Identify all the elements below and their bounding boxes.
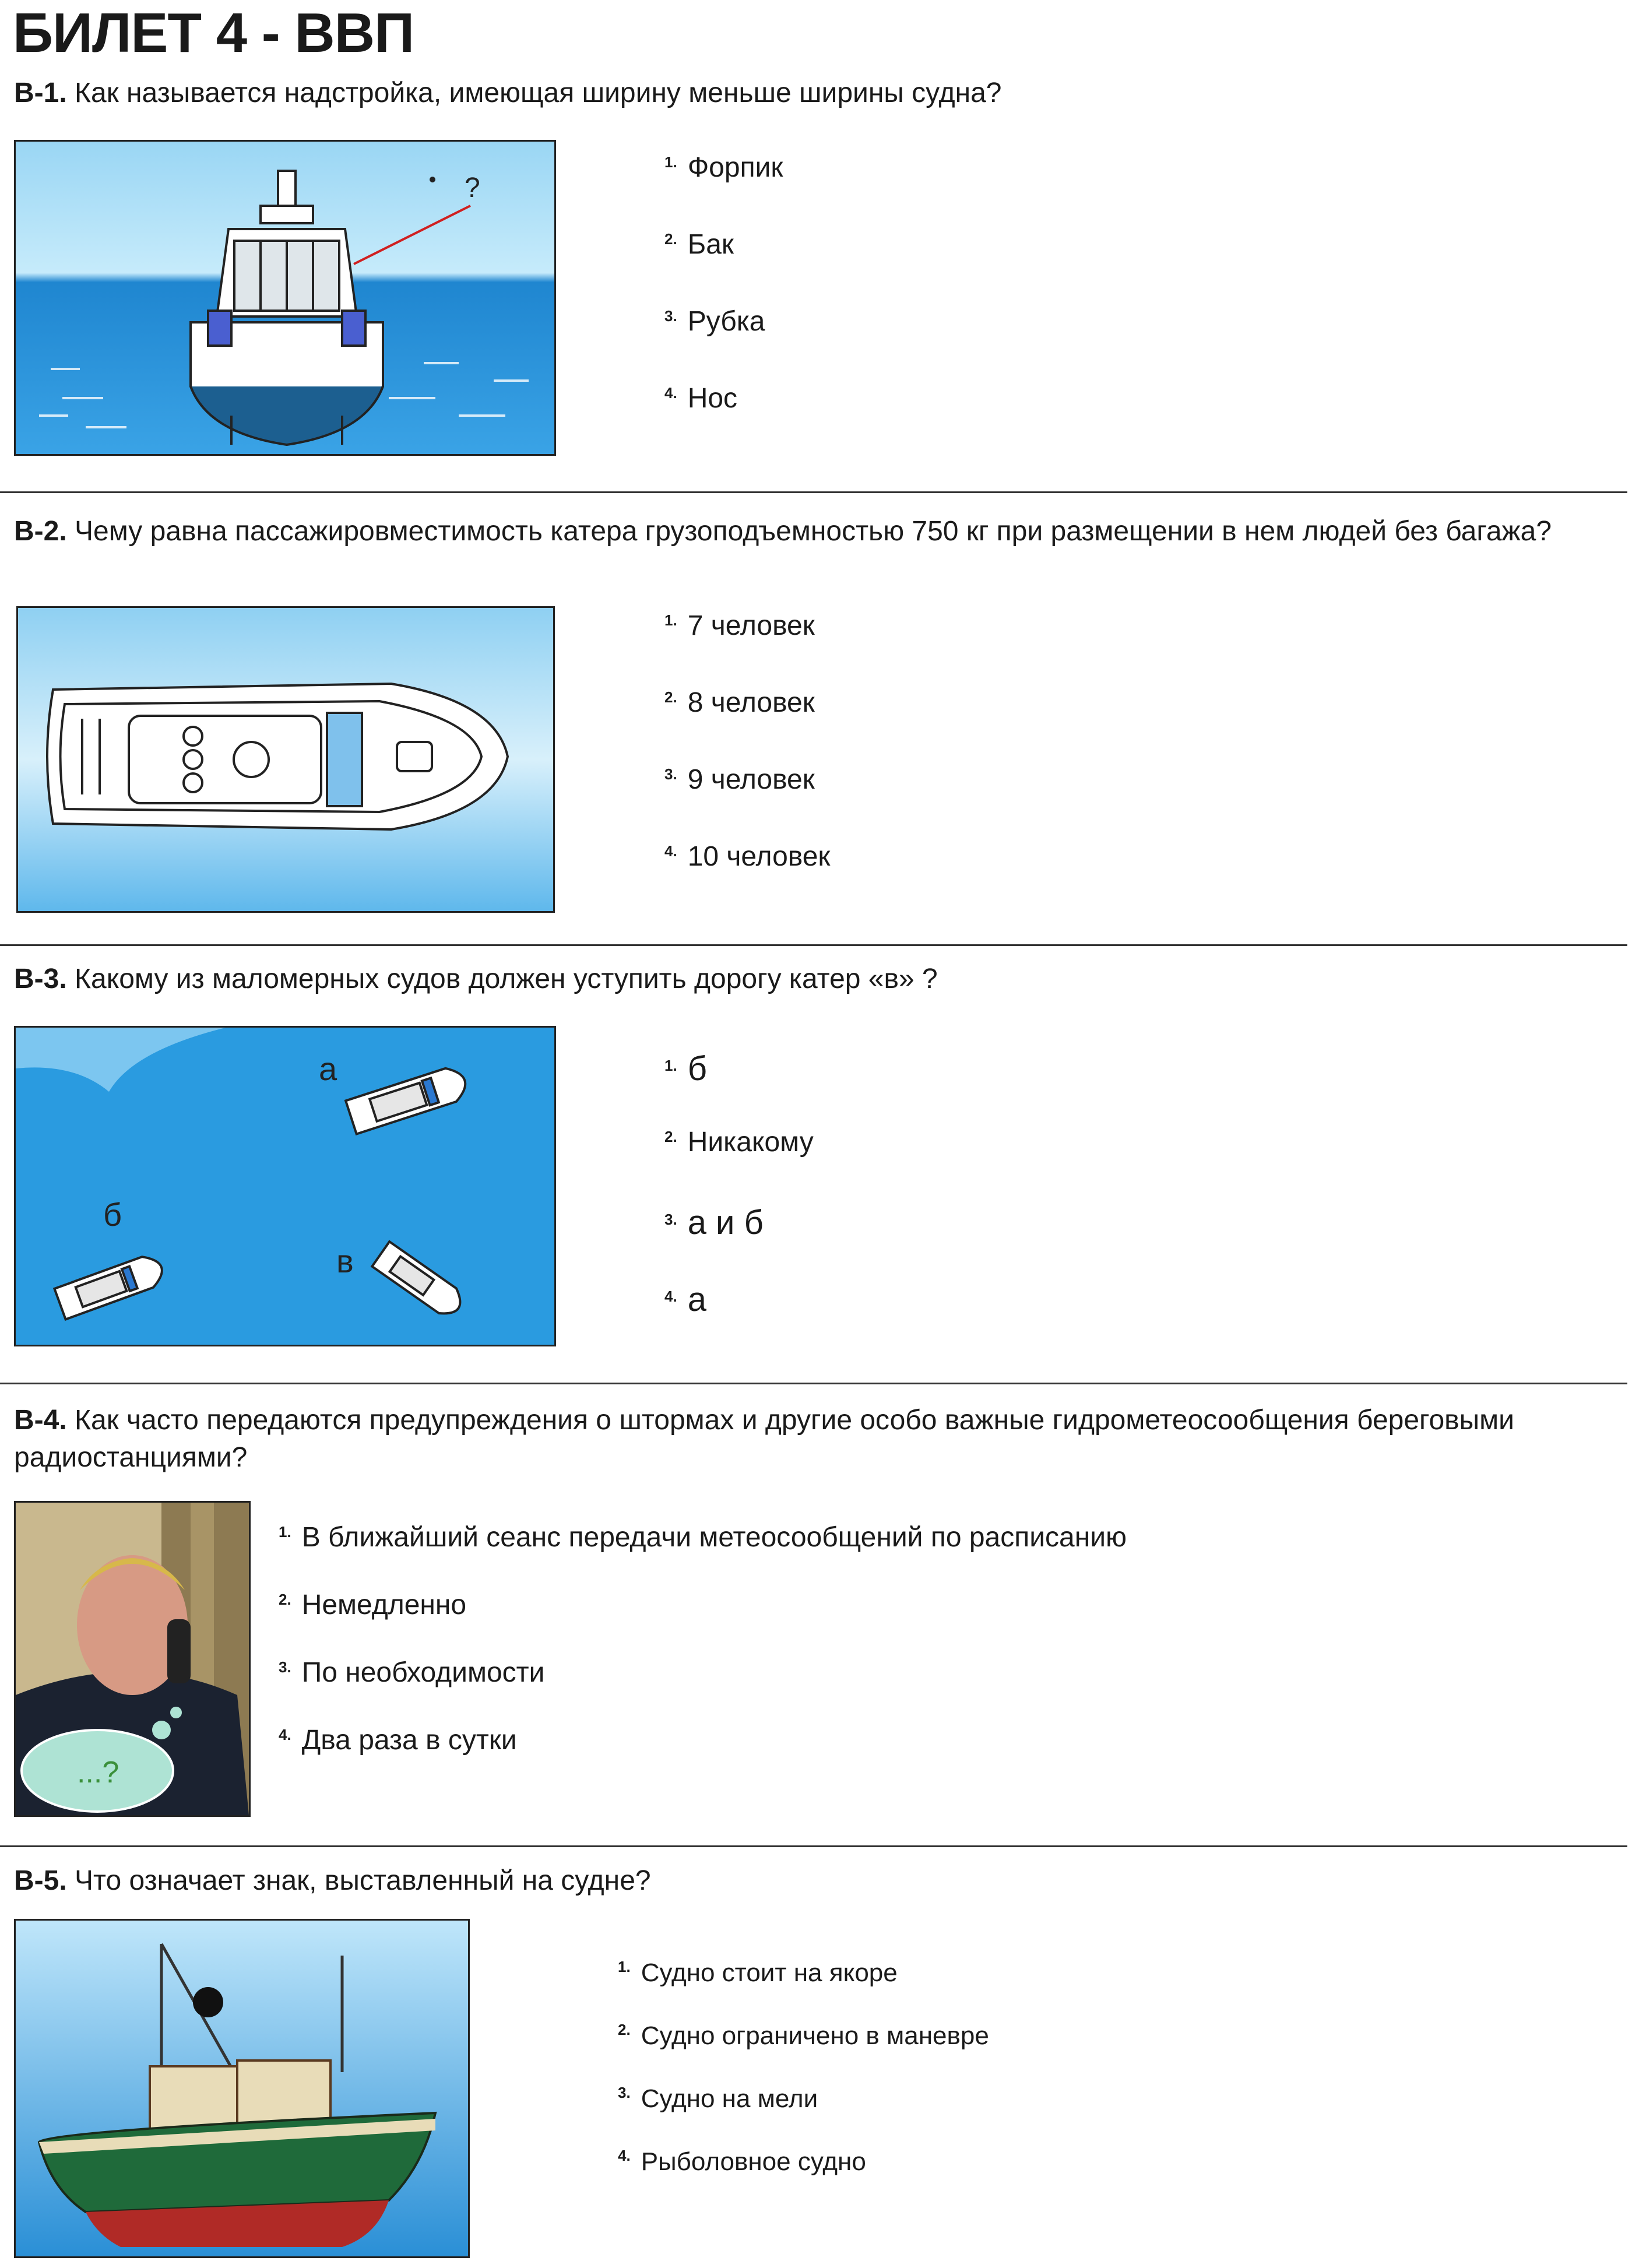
option[interactable]: 4. Нос bbox=[664, 383, 738, 414]
option[interactable]: 1. б bbox=[664, 1050, 707, 1088]
option[interactable]: 2. Никакому bbox=[664, 1127, 814, 1158]
option[interactable]: 2. Бак bbox=[664, 229, 734, 260]
option[interactable]: 1. В ближайший сеанс передачи метеосообщений по расписанию bbox=[279, 1522, 1127, 1553]
option-label: Судно на мели bbox=[641, 2084, 818, 2113]
q3-label-b: б bbox=[103, 1196, 122, 1233]
option[interactable]: 4. а bbox=[664, 1281, 706, 1318]
question-text: Чему равна пассажировместимость катера грузоподъемностью 750 кг при размещении в нем людей без багажа? bbox=[75, 516, 1552, 547]
question-code: В-5. bbox=[14, 1865, 67, 1896]
divider bbox=[0, 1845, 1627, 1847]
q5-illustration bbox=[14, 1919, 470, 2258]
option-label: Бак bbox=[687, 229, 734, 260]
question-1 bbox=[14, 75, 1611, 112]
divider bbox=[0, 491, 1627, 493]
option-label: 9 человек bbox=[687, 764, 815, 795]
question-code: В-3. bbox=[14, 964, 67, 994]
question-text: Что означает знак, выставленный на судне? bbox=[75, 1865, 651, 1896]
q4-illustration bbox=[14, 1501, 251, 1817]
option-label: Рубка bbox=[687, 306, 765, 337]
question-code: В-4. bbox=[14, 1405, 67, 1436]
option[interactable]: 4. 10 человек bbox=[664, 841, 831, 872]
q1-question-mark: ? bbox=[465, 173, 480, 203]
question-text: Как называется надстройка, имеющая ширину меньше ширины судна? bbox=[75, 78, 1002, 108]
q3-label-a: а bbox=[319, 1050, 337, 1087]
q1-options bbox=[664, 152, 783, 459]
option[interactable]: 1. 7 человек bbox=[664, 610, 815, 641]
q3-illustration bbox=[14, 1026, 556, 1346]
option-label: Никакому bbox=[687, 1127, 814, 1158]
option-label: 10 человек bbox=[687, 841, 831, 872]
divider bbox=[0, 944, 1627, 946]
option-label: 7 человек bbox=[687, 610, 815, 641]
option[interactable]: 2. 8 человек bbox=[664, 687, 815, 718]
option-label: В ближайший сеанс передачи метеосообщений по расписанию bbox=[301, 1522, 1127, 1553]
question-5 bbox=[14, 1862, 1611, 1900]
option-label: Рыболовное судно bbox=[641, 2147, 866, 2176]
option[interactable]: 3. Судно на мели bbox=[618, 2084, 818, 2113]
question-4 bbox=[14, 1402, 1611, 1476]
page-title: БИЛЕТ 4 - ВВП bbox=[13, 2, 414, 64]
q4-options bbox=[279, 1521, 1127, 1792]
option[interactable]: 3. По необходимости bbox=[279, 1657, 545, 1688]
question-2 bbox=[14, 513, 1611, 550]
question-text: Как часто передаются предупреждения о штормах и другие особо важные гидрометеосообщения береговыми радиостанциями? bbox=[14, 1405, 1514, 1473]
option[interactable]: 4. Рыболовное судно bbox=[618, 2147, 866, 2176]
option-label: Нос bbox=[687, 383, 738, 414]
option-label: Форпик bbox=[687, 152, 783, 183]
option-label: Два раза в сутки bbox=[301, 1725, 517, 1756]
question-code: В-2. bbox=[14, 516, 67, 547]
option-label: Судно стоит на якоре bbox=[641, 1958, 898, 1987]
option[interactable]: 4. Два раза в сутки bbox=[279, 1725, 517, 1756]
option-label: По необходимости bbox=[301, 1657, 545, 1688]
q3-label-v: в bbox=[336, 1243, 354, 1279]
option-label: Немедленно bbox=[301, 1590, 467, 1620]
option[interactable]: 3. Рубка bbox=[664, 306, 765, 337]
option-label: б bbox=[687, 1050, 707, 1088]
option[interactable]: 2. Судно ограничено в маневре bbox=[618, 2021, 989, 2050]
option-label: а и б bbox=[687, 1204, 764, 1242]
q3-options bbox=[664, 1049, 814, 1357]
option-label: а bbox=[687, 1281, 706, 1318]
option[interactable]: 1. Судно стоит на якоре bbox=[618, 1958, 898, 1987]
question-code: В-1. bbox=[14, 78, 67, 108]
option-label: Судно ограничено в маневре bbox=[641, 2021, 989, 2050]
option[interactable]: 2. Немедленно bbox=[279, 1590, 467, 1620]
option[interactable]: 3. 9 человек bbox=[664, 764, 815, 795]
question-text: Какому из маломерных судов должен уступить дорогу катер «в» ? bbox=[75, 964, 938, 994]
q5-options bbox=[618, 1958, 989, 2210]
q1-illustration bbox=[14, 140, 556, 456]
q4-thought-bubble: ...? bbox=[77, 1756, 119, 1789]
option[interactable]: 1. Форпик bbox=[664, 152, 783, 183]
option-label: 8 человек bbox=[687, 687, 815, 718]
q2-illustration bbox=[16, 606, 555, 913]
option[interactable]: 3. а и б bbox=[664, 1204, 764, 1242]
divider bbox=[0, 1383, 1627, 1384]
question-3 bbox=[14, 961, 1611, 998]
q2-options bbox=[664, 610, 830, 917]
